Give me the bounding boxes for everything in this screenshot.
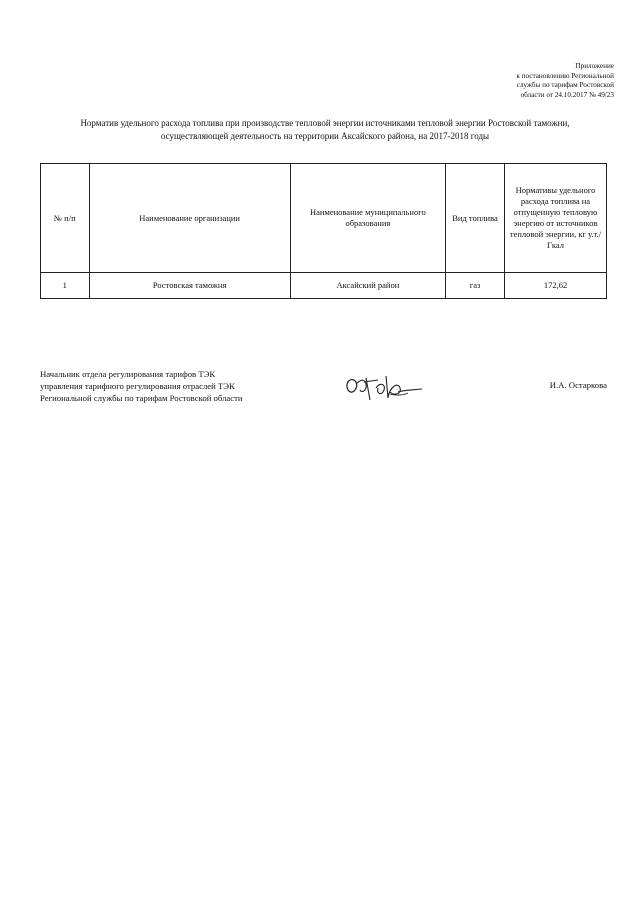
header-organization: Наименование организации xyxy=(89,164,290,273)
norms-table xyxy=(40,163,607,299)
position-line: управления тарифного регулирования отраслей ТЭК xyxy=(40,381,235,391)
appendix-line: Приложение xyxy=(575,62,614,70)
cell-number: 1 xyxy=(41,273,90,299)
cell-organization: Ростовская таможня xyxy=(89,273,290,299)
cell-norm-value: 172,62 xyxy=(505,273,607,299)
appendix-line: службы по тарифам Ростовской xyxy=(516,81,614,90)
header-number: № п/п xyxy=(41,164,90,273)
title-line-2: осуществляющей деятельность на территории Аксайского района, на 2017-2018 годы xyxy=(160,131,490,141)
header-norm-value: Нормативы удельного расхода топлива на отпущенную тепловую энергию от источников тепловой энергии, кг у.т./Гкал xyxy=(505,164,607,273)
table-header-row xyxy=(41,164,607,273)
title-line-1: Норматив удельного расхода топлива при производстве тепловой энергии источниками тепловой энергии Ростовской таможни, xyxy=(80,118,570,128)
position-line: Начальник отдела регулирования тарифов ТЭК xyxy=(40,369,216,379)
document-title xyxy=(40,117,610,143)
appendix-line: к постановлению Региональной xyxy=(516,71,614,80)
appendix-line: области от 24.10.2017 № 49/23 xyxy=(520,90,614,99)
appendix-note xyxy=(464,62,614,100)
table-row xyxy=(41,273,607,299)
handwritten-signature xyxy=(342,370,424,406)
cell-fuel-type: газ xyxy=(446,273,505,299)
position-line: Региональной службы по тарифам Ростовской области xyxy=(40,393,243,403)
header-fuel-type: Вид топлива xyxy=(446,164,505,273)
signatory-position xyxy=(40,368,300,404)
signer-name: И.А. Остаркова xyxy=(549,380,607,390)
cell-municipality: Аксайский район xyxy=(290,273,445,299)
header-municipality: Наименование муниципального образования xyxy=(290,164,445,273)
